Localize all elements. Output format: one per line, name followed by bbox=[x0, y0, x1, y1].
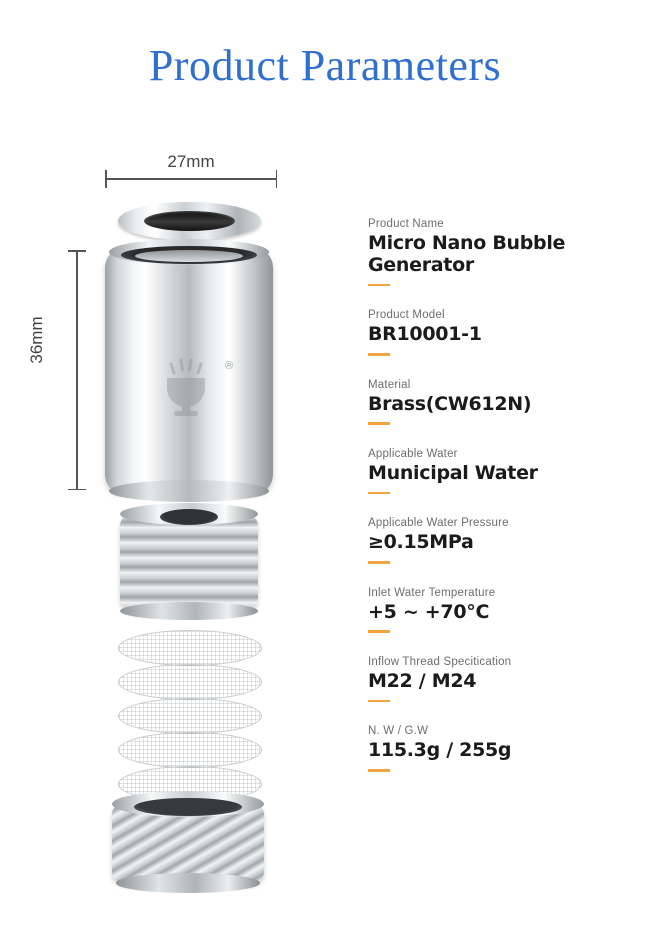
spec-divider bbox=[368, 769, 390, 772]
spec-divider bbox=[368, 422, 390, 425]
spec-divider bbox=[368, 492, 390, 495]
spec-item bbox=[368, 587, 638, 633]
brand-logo-icon bbox=[157, 358, 221, 416]
height-dimension-line bbox=[76, 250, 78, 490]
spec-item bbox=[368, 656, 638, 702]
product-exploded-diagram bbox=[0, 130, 340, 920]
spec-value: +5 ~ +70°C bbox=[368, 600, 490, 623]
width-dimension-line bbox=[105, 178, 277, 180]
spec-item bbox=[368, 309, 638, 355]
page-title: Product Parameters bbox=[148, 41, 502, 90]
spec-item bbox=[368, 218, 638, 286]
width-dimension-label: 27mm bbox=[167, 152, 215, 171]
part-top-cap bbox=[118, 202, 261, 240]
base-bottom-rim bbox=[116, 873, 260, 893]
mesh-ring bbox=[118, 698, 262, 734]
cap-inner-ring bbox=[144, 211, 235, 231]
part-mesh-filter-stack bbox=[118, 630, 260, 800]
part-ribbed-spacer bbox=[120, 512, 258, 612]
housing-inner-lip bbox=[135, 250, 243, 262]
mesh-ring bbox=[118, 732, 262, 768]
spec-value: Brass(CW612N) bbox=[368, 392, 532, 415]
housing-bottom-rim bbox=[109, 480, 269, 502]
spec-divider bbox=[368, 353, 390, 356]
spec-item bbox=[368, 725, 638, 771]
part-main-housing bbox=[105, 250, 273, 492]
spec-label: Inlet Water Temperature bbox=[368, 586, 496, 599]
registered-trademark-icon: ® bbox=[225, 360, 234, 372]
spec-value: 115.3g / 255g bbox=[368, 739, 512, 762]
spec-label: N. W / G.W bbox=[368, 725, 429, 738]
mesh-ring bbox=[118, 630, 262, 666]
spacer-center-hole bbox=[160, 509, 218, 525]
spec-value: Micro Nano Bubble Generator bbox=[368, 232, 566, 276]
spec-item bbox=[368, 448, 638, 494]
spec-item bbox=[368, 379, 638, 425]
specifications-list bbox=[368, 218, 638, 795]
spec-label: Inflow Thread Specitication bbox=[368, 655, 512, 668]
spec-label: Material bbox=[368, 378, 411, 391]
height-dimension-label: 36mm bbox=[27, 316, 46, 364]
spec-value: ≥0.15MPa bbox=[368, 531, 474, 554]
spacer-bottom-rim bbox=[120, 602, 258, 620]
spec-value: Municipal Water bbox=[368, 461, 538, 484]
part-threaded-base bbox=[112, 802, 264, 884]
spec-value: M22 / M24 bbox=[368, 669, 477, 692]
spec-label: Applicable Water Pressure bbox=[368, 517, 509, 530]
spec-divider bbox=[368, 561, 390, 564]
spec-divider bbox=[368, 700, 390, 703]
spec-value: BR10001-1 bbox=[368, 323, 482, 346]
spec-label: Product Name bbox=[368, 218, 444, 230]
spec-divider bbox=[368, 630, 390, 633]
base-center-hole bbox=[134, 798, 242, 816]
spec-label: Applicable Water bbox=[368, 447, 458, 460]
mesh-ring bbox=[118, 664, 262, 700]
spec-divider bbox=[368, 284, 390, 287]
spec-label: Product Model bbox=[368, 309, 445, 322]
spec-item bbox=[368, 517, 638, 563]
